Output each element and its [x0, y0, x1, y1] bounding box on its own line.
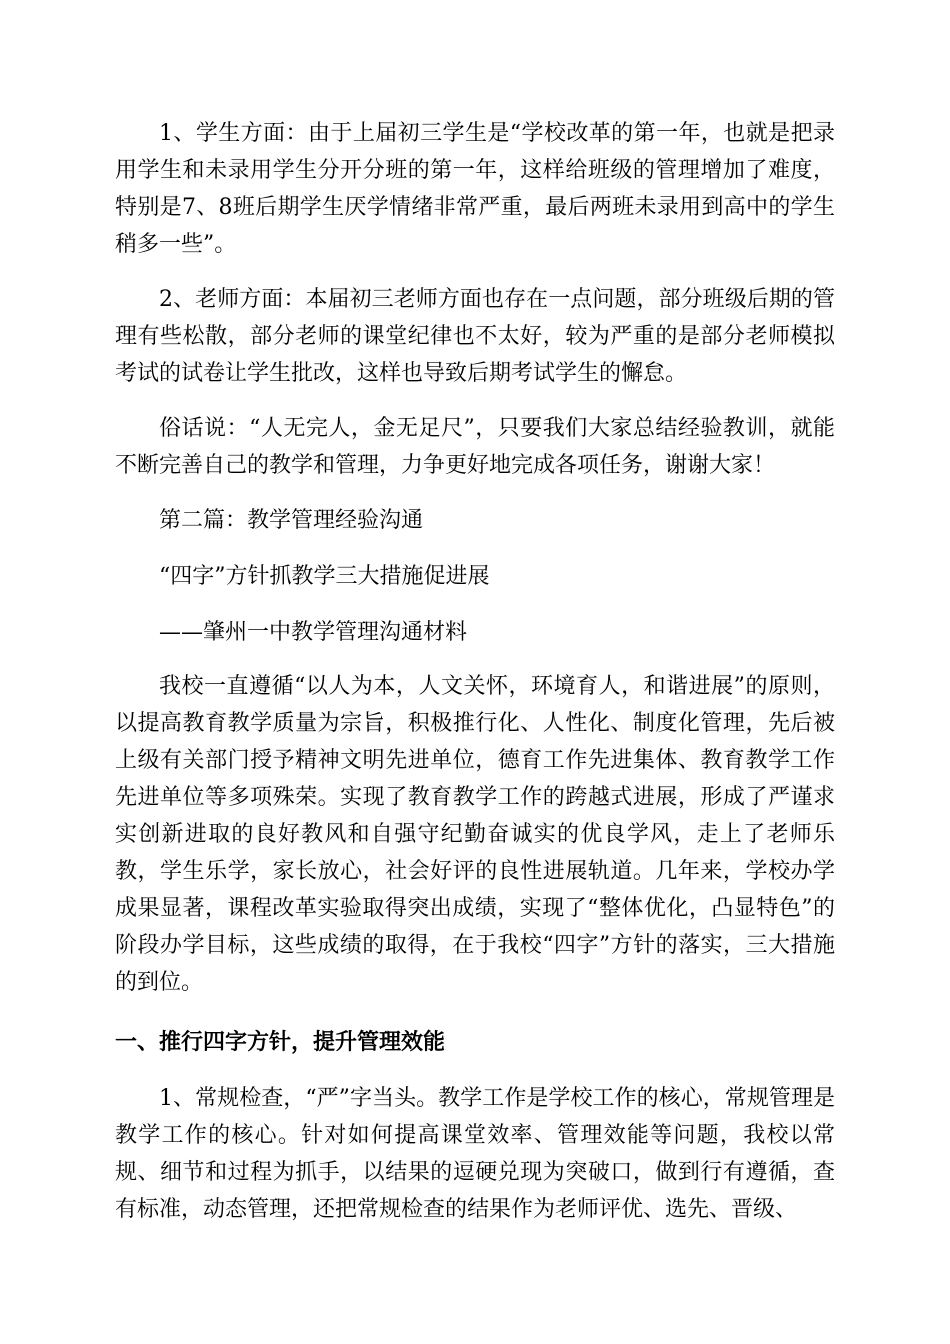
paragraph-school-overview: 我校一直遵循“以人为本，人文关怀，环境育人，和谐进展”的原则，以提高教育教学质量为宗旨，积极推行化、人性化、制度化管理，先后被上级有关部门授予精神文明先进单位，德育工作先进集体、教育教学工作先进单位等多项殊荣。实现了教育教学工作的跨越式进展，形成了严谨求实创新进取的良好教风和自强守纪勤奋诚实的优良学风，走上了老师乐教，学生乐学，家长放心，社会好评的良性进展轨道。几年来，学校办学成果显著，课程改革实验取得突出成绩，实现了“整体优化，凸显特色”的阶段办学目标，这些成绩的取得，在于我校“四字”方针的落实，三大措施的到位。: [115, 674, 835, 995]
section-title-part-two: 第二篇：教学管理经验沟通: [159, 508, 424, 533]
paragraph-teacher-aspect: 2、老师方面：本届初三老师方面也存在一点问题，部分班级后期的管理有些松散，部分老师的课堂纪律也不太好，较为严重的是部分老师模拟考试的试卷让学生批改，这样也导致后期考试学生的懈怠。: [115, 287, 835, 386]
section-heading-one: 一、推行四字方针，提升管理效能: [115, 1030, 446, 1055]
article-subtitle: ——肇州一中教学管理沟通材料: [159, 620, 468, 645]
paragraph-routine-check: 1、常规检查，“严”字当头。教学工作是学校工作的核心，常规管理是教学工作的核心。针对如何提高课堂效率、管理效能等问题，我校以常规、细节和过程为抓手，以结果的逗硬兑现为突破口，做到行有遵循，查有标准，动态管理，还把常规检查的结果作为老师评优、选先、晋级、: [115, 1086, 835, 1222]
article-title: “四字”方针抓教学三大措施促进展: [159, 564, 490, 589]
paragraph-proverb: 俗话说：“人无完人，金无足尺”，只要我们大家总结经验教训，就能不断完善自己的教学和管理，力争更好地完成各项任务，谢谢大家！: [115, 416, 835, 478]
paragraph-student-aspect: 1、学生方面：由于上届初三学生是“学校改革的第一年，也就是把录用学生和未录用学生分开分班的第一年，这样给班级的管理增加了难度，特别是7、8班后期学生厌学情绪非常严重，最后两班未录用到高中的学生稍多一些”。: [115, 121, 835, 257]
